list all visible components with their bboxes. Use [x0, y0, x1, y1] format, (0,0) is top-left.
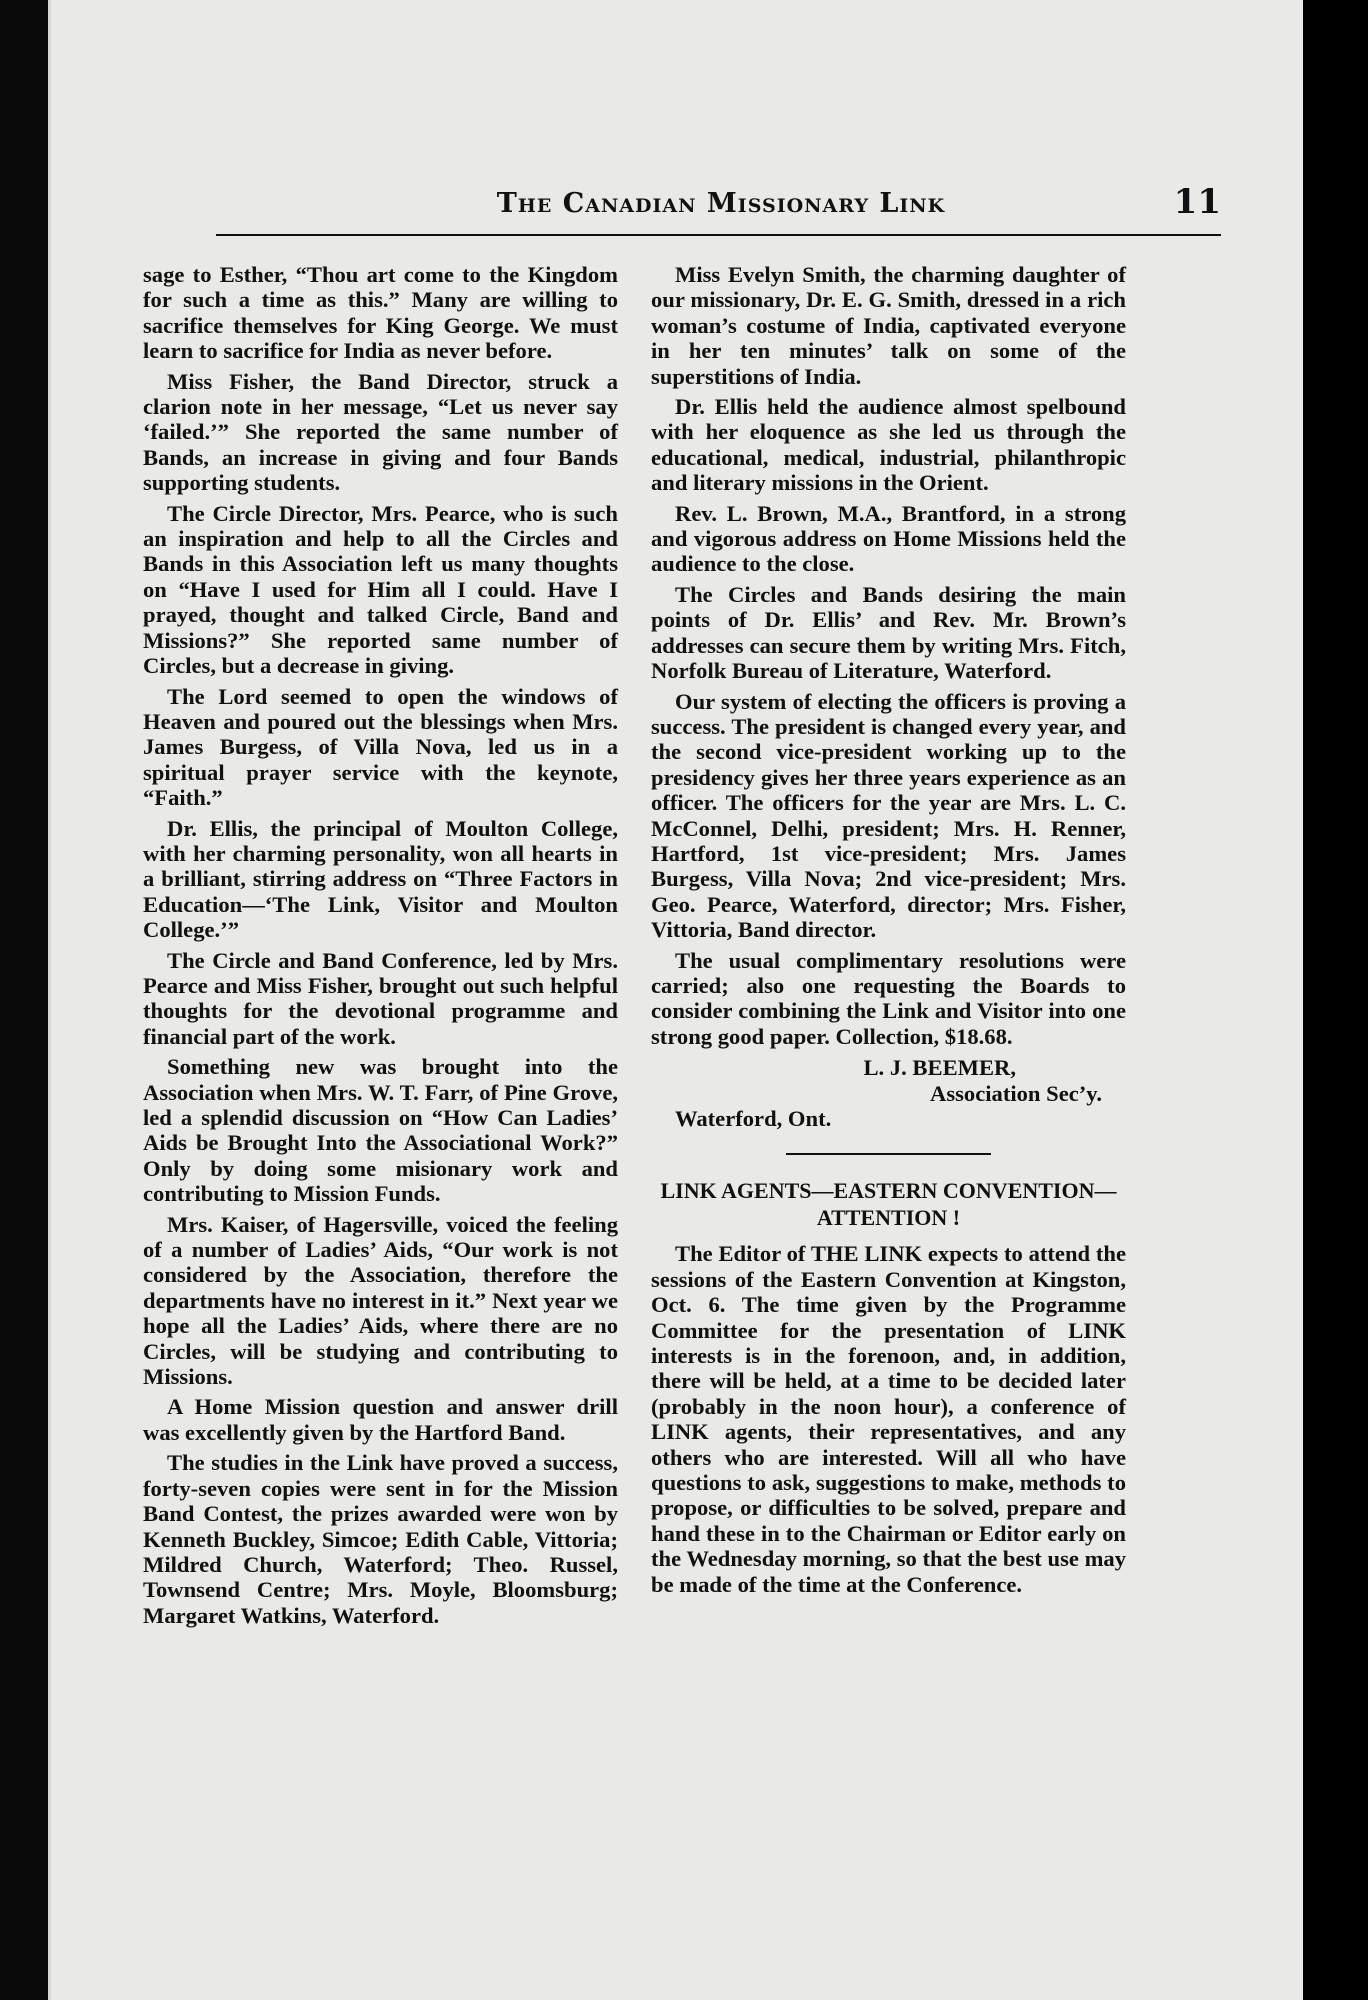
paragraph: Dr. Ellis, the principal of Moulton College, with her charming personality, won all hearts in a brilliant, stirring address on “Three Factors in Education—‘The Link, Visitor and Moulton College.’” [143, 815, 618, 943]
signature-title: Association Sec’y. [930, 1080, 1102, 1106]
section-heading: LINK AGENTS—EASTERN CONVENTION—ATTENTION ! [660, 1178, 1117, 1231]
paragraph: Mrs. Kaiser, of Hagersville, voiced the feeling of a number of Ladies’ Aids, “Our work is not considered by the Association, therefore the departments have no interest in it.” Next year we hope all the Ladies’ Aids, where there are no Circles, will be studying and contributing to Missions. [143, 1211, 618, 1390]
paragraph: A Home Mission question and answer drill was excellently given by the Hartford Band. [143, 1394, 618, 1445]
paragraph: sage to Esther, “Thou art come to the Kingdom for such a time as this.” Many are willing to sacrifice themselves for King George. We must learn to sacrifice for India as never before. [143, 262, 618, 364]
paragraph: Something new was brought into the Association when Mrs. W. T. Farr, of Pine Grove, led a splendid discussion on “How Can Ladies’ Aids be Brought Into the Associational Work?” Only by doing some misionary work and contributing to Mission Funds. [143, 1054, 618, 1207]
section-divider [786, 1153, 991, 1155]
paragraph: The studies in the Link have proved a success, forty-seven copies were sent in for the Mission Band Contest, the prizes awarded were won by Kenneth Buckley, Simcoe; Edith Cable, Vittoria; Mildred Church, Waterford; Theo. Russel, Townsend Centre; Mrs. Moyle, Bloomsburg; Margaret Watkins, Waterford. [143, 1450, 618, 1628]
paragraph: The Circles and Bands desiring the main points of Dr. Ellis’ and Rev. Mr. Brown’s addresses can secure them by writing Mrs. Fitch, Norfolk Bureau of Literature, Waterford. [651, 581, 1126, 684]
paragraph: Miss Evelyn Smith, the charming daughter of our missionary, Dr. E. G. Smith, dressed in a rich woman’s costume of India, captivated everyone in her ten minutes’ talk on some of the superstitions of India. [651, 262, 1126, 389]
film-left-edge [0, 0, 51, 2000]
running-header [221, 182, 1221, 232]
magazine-page [51, 0, 1303, 2000]
journal-title: The Canadian Missionary Link [496, 188, 946, 219]
paragraph: The Lord seemed to open the windows of Heaven and poured out the blessings when Mrs. James Burgess, of Villa Nova, led us in a spiritual prayer service with the keynote, “Faith.” [143, 683, 618, 811]
paragraph: The Editor of THE LINK expects to attend the sessions of the Eastern Convention at Kingston, Oct. 6. The time given by the Programme Committee for the presentation of LINK interests is in the forenoon, and, in addition, there will be held, at a time to be decided later (probably in the noon hour), a conference of LINK agents, their representatives, and any others who are interested. Will all who have questions to ask, suggestions to make, methods to propose, or difficulties to be solved, prepare and hand these in to the Chairman or Editor early on the Wednesday morning, so that the best use may be made of the time at the Conference. [651, 1241, 1126, 1597]
page-number: 11 [1173, 182, 1221, 222]
film-right-edge [1303, 0, 1368, 2000]
right-column [651, 262, 1126, 1602]
paragraph: Miss Fisher, the Band Director, struck a clarion note in her message, “Let us never say ‘failed.’” She reported the same number of Bands, an increase in giving and four Bands supporting students. [143, 368, 618, 496]
signature-name: L. J. BEEMER, [863, 1055, 1016, 1081]
paragraph: The Circle Director, Mrs. Pearce, who is such an inspiration and help to all the Circles and Bands in this Association left us many thoughts on “Have I used for Him all I could. Have I prayed, thought and talked Circle, Band and Missions?” She reported same number of Circles, but a decrease in giving. [143, 500, 618, 679]
paragraph: Our system of electing the officers is proving a success. The president is changed every year, and the second vice-president working up to the presidency gives her three years experience as an officer. The officers for the year are Mrs. L. C. McConnel, Delhi, president; Mrs. H. Renner, Hartford, 1st vice-president; Mrs. James Burgess, Villa Nova; 2nd vice-president; Mrs. Geo. Pearce, Waterford, director; Mrs. Fisher, Vittoria, Band director. [651, 688, 1126, 943]
paragraph: Dr. Ellis held the audience almost spelbound with her eloquence as she led us through the educational, medical, industrial, philanthropic and literary missions in the Orient. [651, 394, 1126, 496]
header-rule [216, 234, 1221, 236]
signature-place: Waterford, Ont. [675, 1106, 832, 1131]
paragraph: The usual complimentary resolutions were carried; also one requesting the Boards to consider combining the Link and Visitor into one strong good paper. Collection, $18.68. [651, 947, 1126, 1049]
signature-block [651, 1055, 1126, 1106]
paragraph: The Circle and Band Conference, led by Mrs. Pearce and Miss Fisher, brought out such helpful thoughts for the devotional programme and financial part of the work. [143, 947, 618, 1049]
paragraph: Rev. L. Brown, M.A., Brantford, in a strong and vigorous address on Home Missions held the audience to the close. [651, 500, 1126, 577]
left-column [143, 262, 618, 1633]
